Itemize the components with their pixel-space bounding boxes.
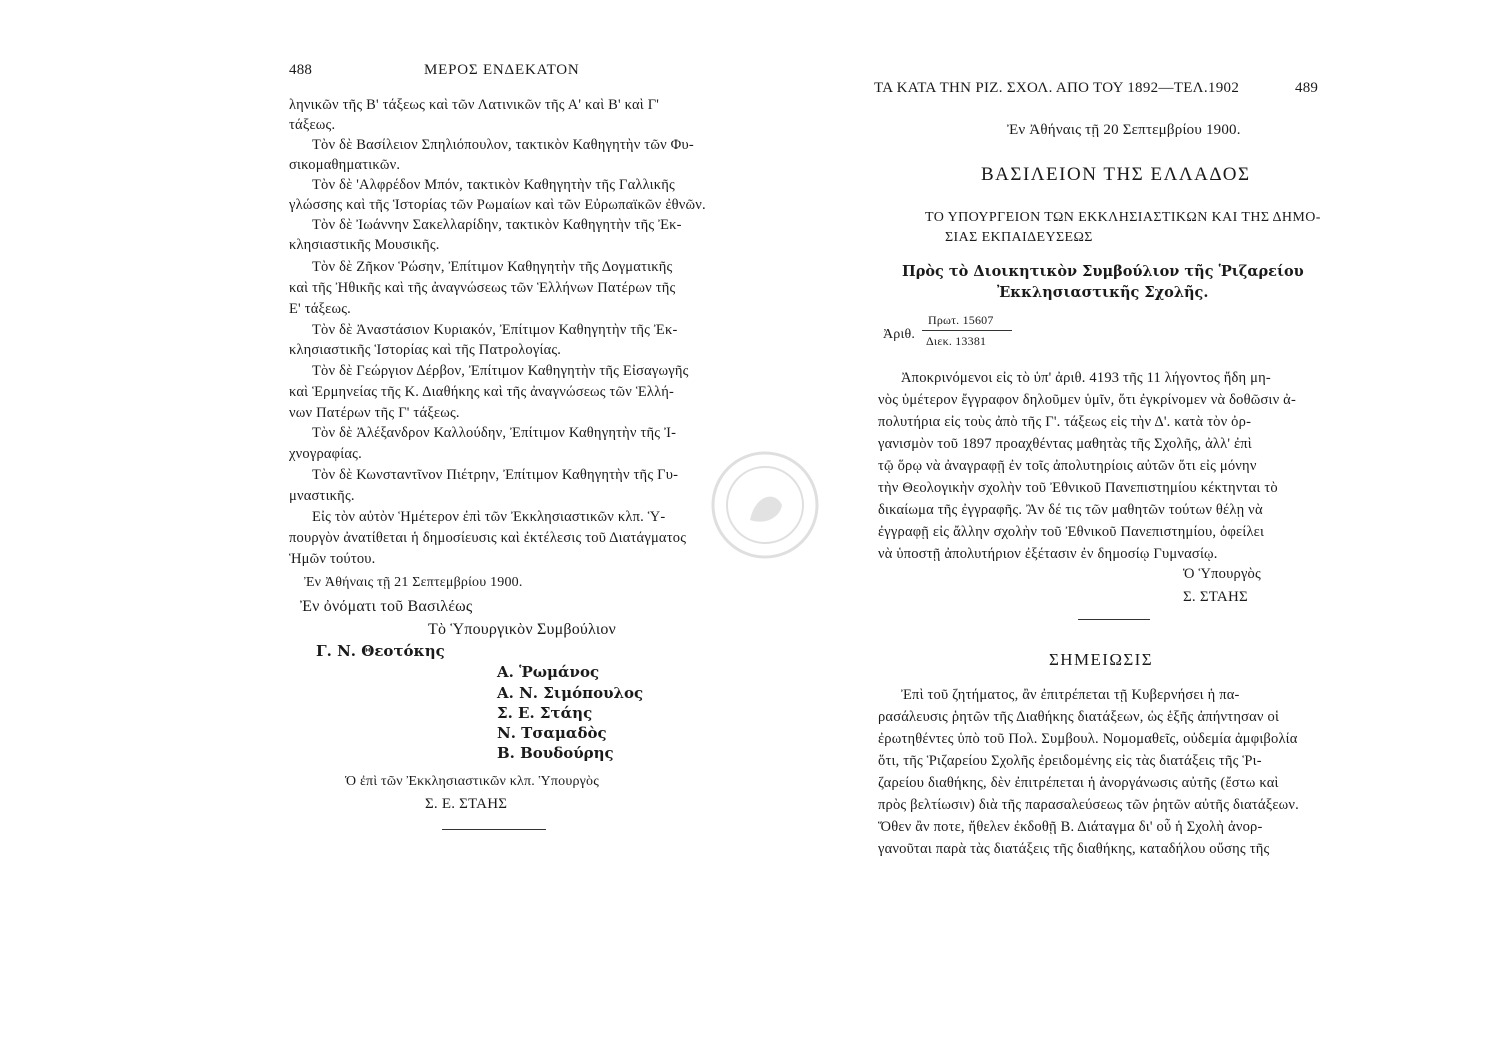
notes-line: πρὸς βελτίωσιν) διὰ τῆς παρασαλεύσεως τῶν ῥητῶν αὐτῆς διατάξεων. xyxy=(878,797,1299,813)
ref-protocol: Πρωτ. 15607 xyxy=(928,313,994,327)
ministry-line: ΤΟ ΥΠΟΥΡΓΕΙΟΝ ΤΩΝ ΕΚΚΛΗΣΙΑΣΤΙΚΩΝ ΚΑΙ ΤΗΣ ΔΗΜΟ- xyxy=(925,210,1321,225)
in-name-of-king: Ἐν ὀνόματι τοῦ Βασιλέως xyxy=(300,598,473,615)
right-line: δικαίωμα τῆς ἐγγραφῆς. Ἂν δέ τις τῶν μαθητῶν τούτων θέλῃ νὰ xyxy=(878,502,1263,518)
page-number-right: 489 xyxy=(1295,80,1319,96)
left-line: κλησιαστικῆς Ἱστορίας καὶ τῆς Πατρολογίας. xyxy=(289,342,562,358)
ref-fraction-line xyxy=(922,330,1012,331)
signatory: Α. Ν. Σιμόπουλος xyxy=(497,684,644,702)
signatory: Σ. Ε. Στάης xyxy=(497,704,593,722)
notes-line: γανοῦται παρὰ τὰς διατάξεις τῆς διαθήκης, καταδήλου οὔσης τῆς xyxy=(878,841,1270,857)
left-line: Τὸν δὲ Κωνσταντῖνον Πιέτρην, Ἐπίτιμον Καθηγητὴν τῆς Γυ- xyxy=(312,467,679,483)
left-line: σικομαθηματικῶν. xyxy=(289,157,401,173)
signatory: Α. Ῥωμάνος xyxy=(497,663,600,681)
signatory: Ν. Τσαμαδὸς xyxy=(497,724,607,742)
left-line: Εἰς τὸν αὐτὸν Ἡμέτερον ἐπὶ τῶν Ἐκκλησιαστικῶν κλπ. Ὑ- xyxy=(312,509,666,525)
notes-line: ἐρωτηθέντες ὑπὸ τοῦ Πολ. Συμβουλ. Νομομαθεῖς, οὐδεμία ἀμφιβολία xyxy=(878,731,1298,747)
left-line: Τὸν δὲ 'Αλφρέδον Μπόν, τακτικὸν Καθηγητὴν τῆς Γαλλικῆς xyxy=(312,177,675,193)
right-page xyxy=(750,0,1500,1054)
left-line: καὶ τῆς Ἠθικῆς καὶ τῆς ἀναγνώσεως τῶν Ἑλλήνων Πατέρων τῆς xyxy=(289,280,676,296)
kingdom-heading: ΒΑΣΙΛΕΙΟΝ ΤΗΣ ΕΛΛΑΔΟΣ xyxy=(981,164,1251,185)
left-line: Τὸν δὲ Γεώργιον Δέρβον, Ἐπίτιμον Καθηγητὴν τῆς Εἰσαγωγῆς xyxy=(312,363,689,379)
ministry-line: ΣΙΑΣ ΕΚΠΑΙΔΕΥΣΕΩΣ xyxy=(945,230,1093,245)
notes-line: ὅτι, τῆς Ῥιζαρείου Σχολῆς ἐρειδομένης εἰς τὰς διατάξεις τῆς Ῥι- xyxy=(878,753,1262,769)
right-line: γανισμὸν τοῦ 1897 προαχθέντας μαθητὰς τῆς Σχολῆς, ἀλλ' ἐπὶ xyxy=(878,436,1252,452)
right-divider xyxy=(1078,619,1150,620)
left-minister-title: Ὁ ἐπὶ τῶν Ἐκκλησιαστικῶν κλπ. Ὑπουργὸς xyxy=(345,774,599,789)
right-line: τὴν Θεολογικὴν σχολὴν τοῦ Ἐθνικοῦ Πανεπιστημίου κέκτηνται τὸ xyxy=(878,480,1278,496)
left-line: Ἡμῶν τούτου. xyxy=(289,551,376,567)
right-line: Ἀποκρινόμενοι εἰς τὸ ὑπ' ἀριθ. 4193 τῆς 11 λήγοντος ἤδη μη- xyxy=(901,370,1271,386)
left-line: Τὸν δὲ Βασίλειον Σπηλιόπουλον, τακτικὸν Καθηγητὴν τῶν Φυ- xyxy=(312,137,694,153)
council-title: Τὸ Ὑπουργικὸν Συμβούλιον xyxy=(428,621,616,638)
left-line: κλησιαστικῆς Μουσικῆς. xyxy=(289,237,440,253)
left-line: Τὸν δὲ Ζῆκον Ῥώσην, Ἐπίτιμον Καθηγητὴν τῆς Δογματικῆς xyxy=(312,259,673,275)
left-line: πουργὸν ἀνατίθεται ἡ δημοσίευσις καὶ ἐκτέλεσις τοῦ Διατάγματος xyxy=(289,530,687,546)
notes-heading: ΣΗΜΕΙΩΣΙΣ xyxy=(1049,650,1154,669)
running-head-left: ΜΕΡΟΣ ΕΝΔΕΚΑΤΟΝ xyxy=(424,62,580,78)
left-line: χνογραφίας. xyxy=(289,446,362,462)
signatory: Β. Βουδούρης xyxy=(497,744,614,762)
left-minister-name: Σ. Ε. ΣΤΑΗΣ xyxy=(425,796,508,812)
notes-line: ρασάλευσις ῥητῶν τῆς Διαθήκης διατάξεων, ὡς ἑξῆς ἀπήντησαν οἱ xyxy=(878,709,1280,725)
left-line: γλώσσης καὶ τῆς Ἱστορίας τῶν Ρωμαίων καὶ τῶν Εὐρωπαϊκῶν ἐθνῶν. xyxy=(289,197,706,213)
left-date-line: Ἐν Ἀθήναις τῇ 21 Σεπτεμβρίου 1900. xyxy=(304,575,523,590)
left-line: μναστικῆς. xyxy=(289,488,355,504)
right-line: νὸς ὑμέτερον ἔγγραφον δηλοῦμεν ὑμῖν, ὅτι ἐγκρίνομεν νὰ δοθῶσιν ἀ- xyxy=(878,392,1296,408)
left-line: νων Πατέρων τῆς Γ' τάξεως. xyxy=(289,405,460,421)
left-line: τάξεως. xyxy=(289,117,336,133)
notes-line: Ἐπὶ τοῦ ζητήματος, ἂν ἐπιτρέπεται τῇ Κυβερνήσει ἡ πα- xyxy=(901,687,1240,703)
left-line: Τὸν δὲ Ἀλέξανδρον Καλλούδην, Ἐπίτιμον Καθηγητὴν τῆς Ἰ- xyxy=(312,425,677,441)
right-line: τῷ ὅρῳ νὰ ἀναγραφῇ ἐν τοῖς ἀπολυτηρίοις αὐτῶν ὅτι εἰς μόνην xyxy=(878,458,1257,474)
addressee-line: Πρὸς τὸ Διοικητικὸν Συμβούλιον τῆς Ῥιζαρείου xyxy=(902,263,1304,280)
left-line: ληνικῶν τῆς Β' τάξεως καὶ τῶν Λατινικῶν τῆς Α' καὶ Β' καὶ Γ' xyxy=(289,97,660,113)
right-line: νὰ ὑποστῇ ἀπολυτήριον ἐξέτασιν ἐν δημοσίῳ Γυμνασίῳ. xyxy=(878,546,1218,562)
addressee-line: Ἐκκλησιαστικῆς Σχολῆς. xyxy=(997,284,1209,301)
right-date-line: Ἐν Ἀθήναις τῇ 20 Σεπτεμβρίου 1900. xyxy=(1007,122,1241,138)
notes-line: Ὅθεν ἂν ποτε, ἤθελεν ἐκδοθῇ Β. Διάταγμα δι' οὗ ἡ Σχολὴ ἀνορ- xyxy=(878,819,1263,835)
notes-line: ζαρείου διαθήκης, δὲν ἐπιτρέπεται ἡ ἀνοργάνωσις αὐτῆς (ἔστω καὶ xyxy=(878,775,1279,791)
right-line: ἐγγραφῇ εἰς ἄλλην σχολὴν τοῦ Ἐθνικοῦ Πανεπιστημίου, ὀφείλει xyxy=(878,524,1265,540)
signatory-lead: Γ. Ν. Θεοτόκης xyxy=(316,642,445,660)
running-head-right: ΤΑ ΚΑΤΑ ΤΗΝ ΡΙΖ. ΣΧΟΛ. ΑΠΟ ΤΟΥ 1892—ΤΕΛ.1902 xyxy=(874,80,1240,96)
left-line: Ε' τάξεως. xyxy=(289,301,351,317)
page-number-left: 488 xyxy=(289,62,313,78)
ref-diek: Διεκ. 13381 xyxy=(926,334,987,348)
right-minister-name: Σ. ΣΤΑΗΣ xyxy=(1183,589,1248,605)
left-divider xyxy=(442,829,546,830)
left-line: Τὸν δὲ Ἀναστάσιον Κυριακόν, Ἐπίτιμον Καθηγητὴν τῆς Ἐκ- xyxy=(312,322,678,338)
right-minister-title: Ὁ Ὑπουργὸς xyxy=(1183,566,1261,582)
left-line: Τὸν δὲ Ἰωάννην Σακελλαρίδην, τακτικὸν Καθηγητὴν τῆς Ἐκ- xyxy=(312,217,682,233)
left-line: καὶ Ἑρμηνείας τῆς Κ. Διαθήκης καὶ τῆς ἀναγνώσεως τῶν Ἑλλή- xyxy=(289,384,675,400)
right-line: πολυτήρια εἰς τοὺς ἀπὸ τῆς Γ'. τάξεως εἰς τὴν Δ'. κατὰ τὸν ὀρ- xyxy=(878,414,1252,430)
ref-label: Ἀριθ. xyxy=(883,327,916,342)
